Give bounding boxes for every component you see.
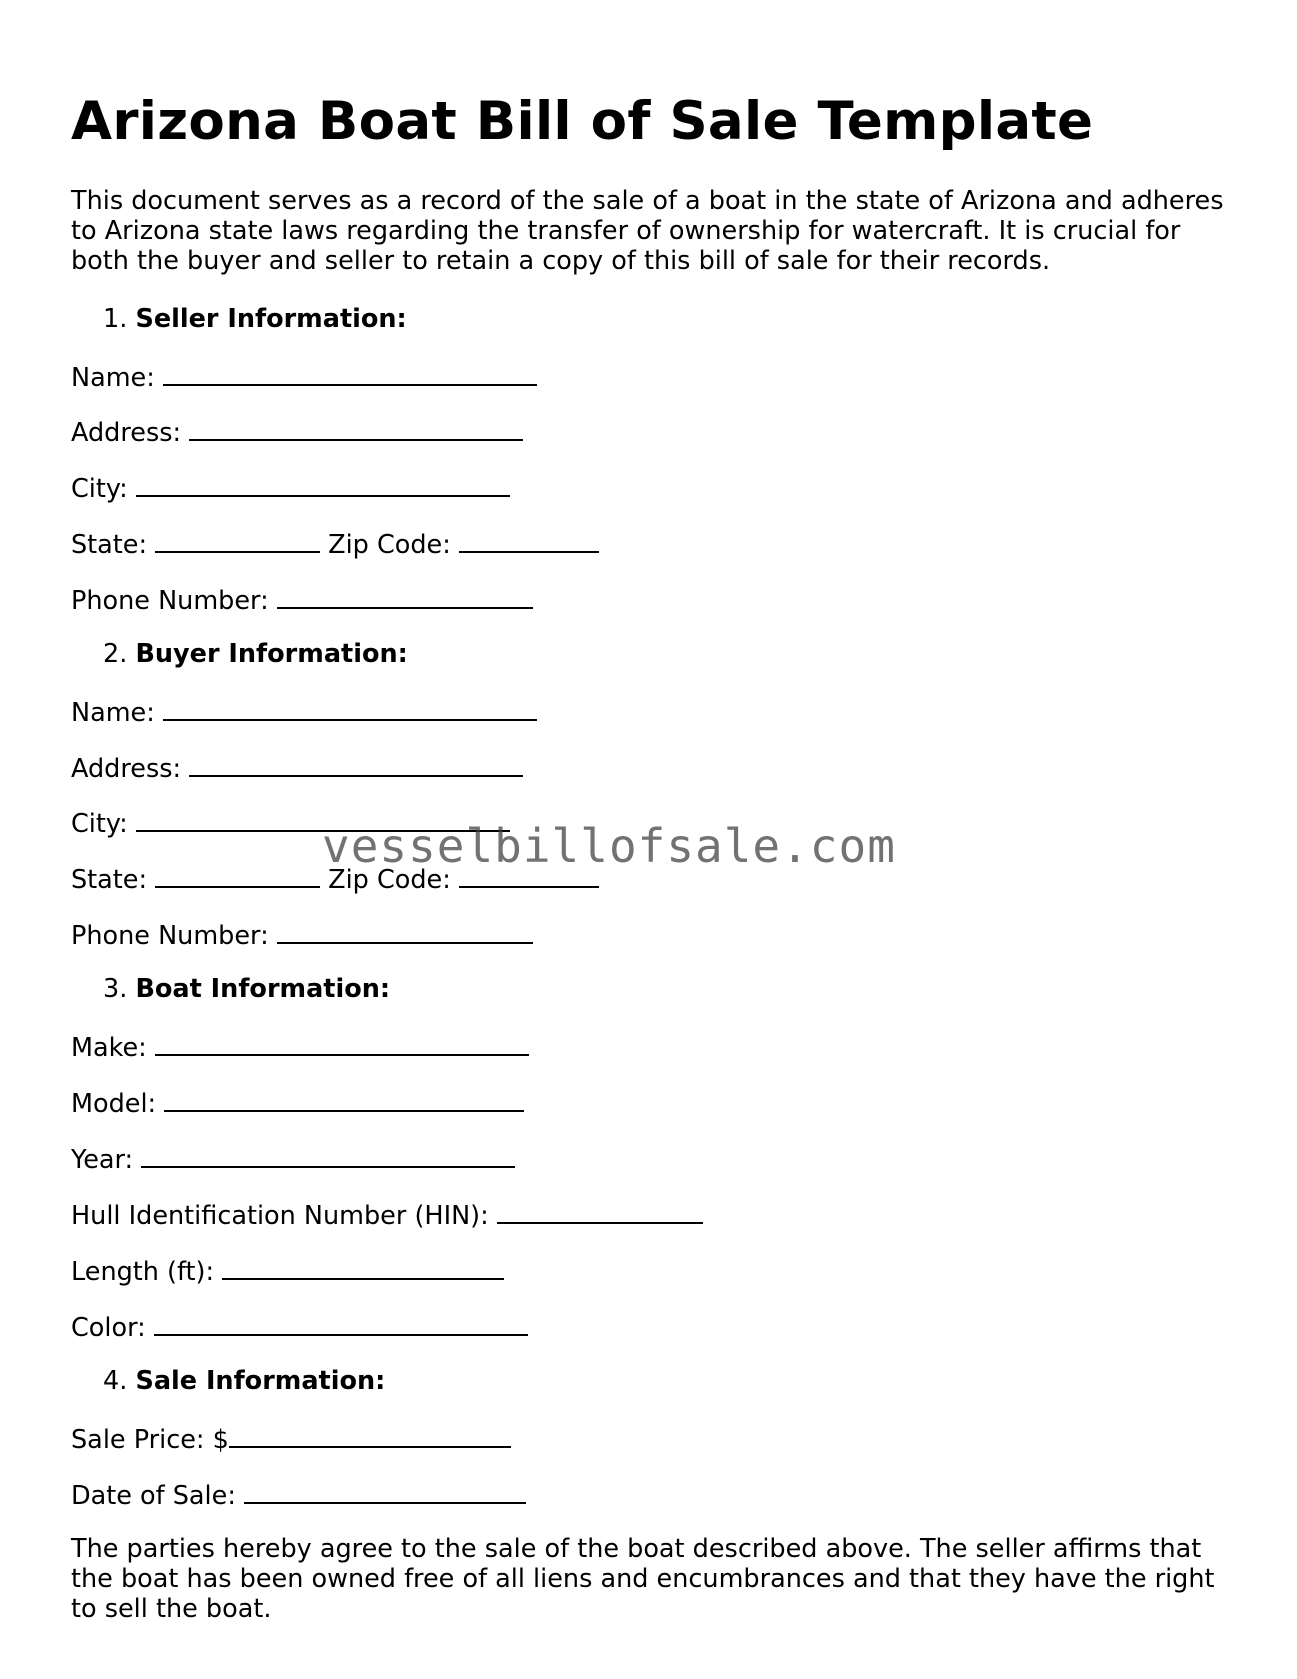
field-label: Year: xyxy=(71,1145,134,1175)
field-label: Address: xyxy=(71,418,182,448)
field-label: Model: xyxy=(71,1089,157,1119)
seller-name-input[interactable] xyxy=(163,360,537,386)
field-label: City: xyxy=(71,809,128,839)
field-label: Zip Code: xyxy=(328,530,451,560)
section-title: Sale Information: xyxy=(135,1366,386,1396)
buyer-city-field xyxy=(71,806,510,839)
buyer-state-input[interactable] xyxy=(155,862,320,888)
sale-section-heading xyxy=(103,1366,385,1396)
seller-address-input[interactable] xyxy=(189,415,523,441)
buyer-section-heading xyxy=(103,639,408,669)
section-number: 3. xyxy=(103,974,128,1004)
field-label: Color: xyxy=(71,1313,146,1343)
field-label: Sale Price: $ xyxy=(71,1425,229,1455)
seller-name-field xyxy=(71,360,537,393)
boat-make-input[interactable] xyxy=(155,1030,529,1056)
field-label: Length (ft): xyxy=(71,1257,215,1287)
boat-model-input[interactable] xyxy=(164,1086,524,1112)
field-label: Date of Sale: xyxy=(71,1481,236,1511)
section-title: Seller Information: xyxy=(135,304,407,334)
boat-color-field xyxy=(71,1310,528,1343)
section-title: Buyer Information: xyxy=(135,639,408,669)
field-label: Zip Code: xyxy=(328,865,451,895)
field-label: Name: xyxy=(71,363,155,393)
field-label: City: xyxy=(71,474,128,504)
boat-color-input[interactable] xyxy=(154,1310,528,1336)
buyer-phone-input[interactable] xyxy=(277,918,533,944)
boat-hin-field xyxy=(71,1198,703,1231)
field-label: Address: xyxy=(71,754,182,784)
section-number: 4. xyxy=(103,1366,128,1396)
buyer-zip-input[interactable] xyxy=(459,862,599,888)
sale-date-input[interactable] xyxy=(244,1478,526,1504)
field-label: Phone Number: xyxy=(71,921,269,951)
boat-length-field xyxy=(71,1254,504,1287)
field-label: State: xyxy=(71,530,148,560)
sale-price-field xyxy=(71,1422,511,1455)
boat-section-heading xyxy=(103,974,390,1004)
boat-year-field xyxy=(71,1142,515,1175)
seller-state-zip-field xyxy=(71,527,599,560)
seller-phone-field xyxy=(71,583,533,616)
field-label: Make: xyxy=(71,1033,147,1063)
page-title: Arizona Boat Bill of Sale Template xyxy=(71,91,1094,152)
field-label: Name: xyxy=(71,698,155,728)
seller-address-field xyxy=(71,415,523,448)
field-label: Hull Identification Number (HIN): xyxy=(71,1201,489,1231)
sale-price-input[interactable] xyxy=(229,1422,511,1448)
buyer-city-input[interactable] xyxy=(136,806,510,832)
buyer-name-input[interactable] xyxy=(163,695,537,721)
section-number: 2. xyxy=(103,639,128,669)
boat-model-field xyxy=(71,1086,524,1119)
boat-make-field xyxy=(71,1030,529,1063)
boat-length-input[interactable] xyxy=(222,1254,504,1280)
seller-state-input[interactable] xyxy=(155,527,320,553)
buyer-phone-field xyxy=(71,918,533,951)
seller-phone-input[interactable] xyxy=(277,583,533,609)
intro-paragraph: This document serves as a record of the sale of a boat in the state of Arizona and adheres to Arizona state laws regarding the transfer of ownership for watercraft. It is crucial for both the buyer and seller to retain a copy of this bill of sale for their records. xyxy=(71,186,1224,276)
closing-paragraph: The parties hereby agree to the sale of the boat described above. The seller affirms that the boat has been owned free of all liens and encumbrances and that they have the right to sell the boat. xyxy=(71,1534,1215,1624)
sale-date-field xyxy=(71,1478,526,1511)
seller-section-heading xyxy=(103,304,407,334)
buyer-name-field xyxy=(71,695,537,728)
section-title: Boat Information: xyxy=(135,974,391,1004)
section-number: 1. xyxy=(103,304,128,334)
boat-hin-input[interactable] xyxy=(497,1198,703,1224)
seller-zip-input[interactable] xyxy=(459,527,599,553)
buyer-address-input[interactable] xyxy=(189,751,523,777)
seller-city-input[interactable] xyxy=(136,471,510,497)
seller-city-field xyxy=(71,471,510,504)
buyer-address-field xyxy=(71,751,523,784)
watermark-text: vesselbillofsale.com xyxy=(322,819,896,873)
field-label: Phone Number: xyxy=(71,586,269,616)
boat-year-input[interactable] xyxy=(141,1142,515,1168)
field-label: State: xyxy=(71,865,148,895)
buyer-state-zip-field xyxy=(71,862,599,895)
